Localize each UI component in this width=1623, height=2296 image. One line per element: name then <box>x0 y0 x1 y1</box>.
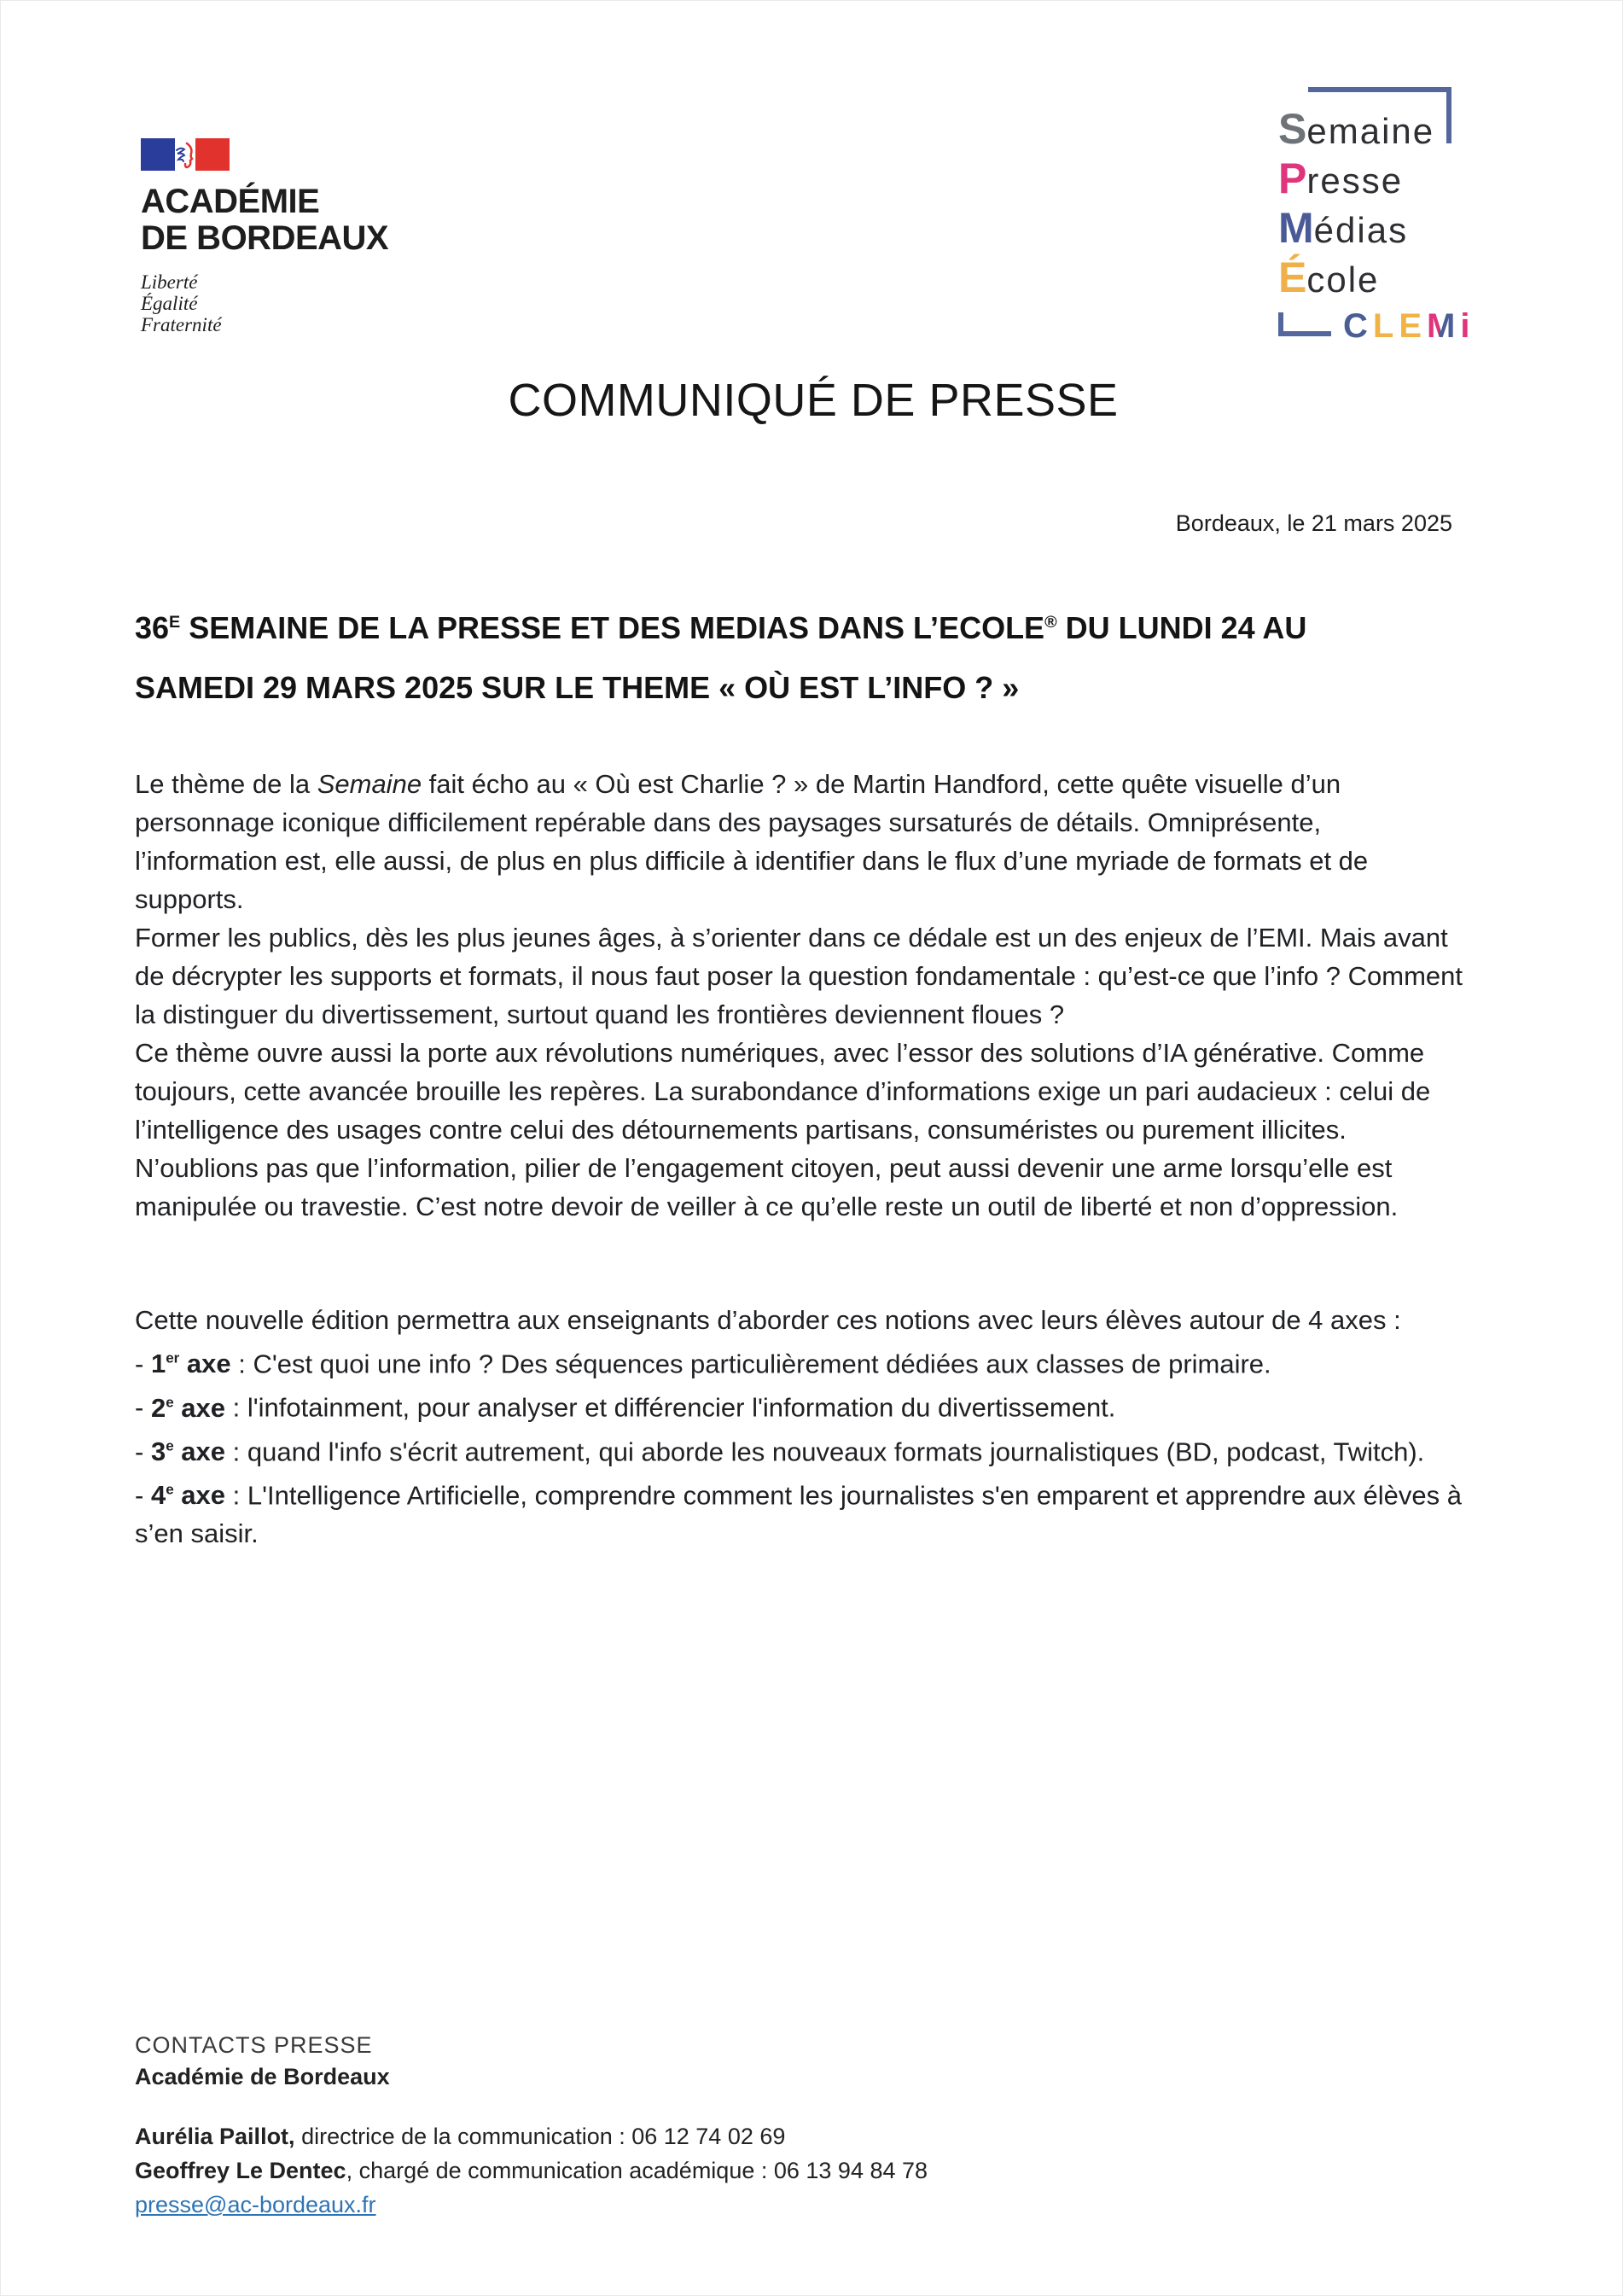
axis-2-label: 2e axe <box>150 1392 226 1423</box>
axis-3-label: 3e axe <box>150 1436 226 1466</box>
p1-rest: fait écho au « Où est Charlie ? » de Martin Handford, cette quête visuelle d’un personnage iconique difficilement repérable dans des paysages sursaturés de détails. Omniprésente, l’information est, elle aussi, de plus en plus difficile à identifier dans le flux d’une myriade de formats et de supports. <box>135 769 1369 914</box>
spme-wordmark <box>1278 104 1534 302</box>
press-email-link[interactable]: presse@ac-bordeaux.fr <box>135 2192 376 2217</box>
contacts-heading: CONTACTS PRESSE <box>135 2032 373 2058</box>
spme-line-ecole <box>1278 253 1534 302</box>
headline-mid: SEMAINE DE LA PRESSE ET DES MEDIAS DANS L’ECOLE <box>180 610 1045 645</box>
contact-line-2 <box>135 2153 928 2188</box>
headline-number-sup: E <box>169 613 181 632</box>
spme-initial-e: É <box>1278 253 1307 301</box>
spme-line-presse <box>1278 154 1534 203</box>
contact-2-role-phone: , chargé de communication académique : 06 13 94 84 78 <box>346 2158 928 2183</box>
spme-rest-semaine: emaine <box>1306 111 1435 151</box>
spme-initial-s: S <box>1278 105 1307 153</box>
clemi-letter-c: C <box>1343 307 1373 345</box>
page-title: COMMUNIQUÉ DE PRESSE <box>508 375 1119 426</box>
headline <box>135 592 1534 718</box>
clemi-letter-m: M <box>1427 307 1461 345</box>
axis-2-text: : l'infotainment, pour analyser et différencier l'information du divertissement. <box>225 1392 1116 1423</box>
axis-4-dash: - <box>135 1480 151 1511</box>
axis-2-dash: - <box>135 1392 151 1423</box>
clemi-letter-l: L <box>1372 307 1399 345</box>
paragraph-noublions-pas: N’oublions pas que l’information, pilier de l’engagement citoyen, peut aussi devenir une arme lorsqu’elle est manipulée ou travestie. C’est notre devoir de veiller à ce qu’elle reste un outil de liberté et non d’oppression. <box>135 1153 1399 1221</box>
axis-3-text: : quand l'info s'écrit autrement, qui aborde les nouveaux formats journalistiques (BD, podcast, Twitch). <box>225 1436 1425 1466</box>
academy-name-line2: DE BORDEAUX <box>141 219 389 257</box>
headline-number: 36 <box>135 610 170 645</box>
motto-fraternite: Fraternité <box>141 314 222 335</box>
contacts-section <box>135 2030 928 2222</box>
axis-4-text: : L'Intelligence Artificielle, comprendre comment les journalistes s'en emparent et apprendre aux élèves à s’en saisir. <box>135 1480 1462 1549</box>
clemi-logo <box>1343 309 1475 343</box>
headline-line-2: SAMEDI 29 MARS 2025 SUR LE THEME « OÙ EST L’INFO ? » <box>135 670 1020 705</box>
registered-mark: ® <box>1044 613 1057 632</box>
spme-initial-m: M <box>1278 204 1314 252</box>
contact-1-name: Aurélia Paillot, <box>135 2124 295 2149</box>
bracket-bottom-decoration <box>1278 312 1331 336</box>
motto-egalite: Égalité <box>141 293 198 314</box>
academy-name <box>141 184 388 257</box>
spme-clemi-logo <box>1278 85 1534 343</box>
axis-3-dash: - <box>135 1436 151 1466</box>
axis-item-1 <box>135 1339 1466 1383</box>
body-text <box>135 765 1466 1553</box>
axis-1-label: 1er axe <box>150 1349 231 1379</box>
flag-blue-bar <box>141 138 175 171</box>
axis-item-4 <box>135 1471 1466 1553</box>
spme-rest-presse: resse <box>1306 160 1404 201</box>
french-republic-flag-icon <box>141 138 230 171</box>
spme-initial-p: P <box>1278 154 1307 202</box>
dateline: Bordeaux, le 21 mars 2025 <box>1175 510 1452 536</box>
paragraph-revolutions-numeriques: Ce thème ouvre aussi la porte aux révolutions numériques, avec l’essor des solutions d’IA générative. Comme toujours, cette avancée brouille les repères. La surabondance d’informations exige un pari audacieux : celui de l’intelligence des usages contre celui des détournements partisans, consuméristes ou purement illicites. <box>135 1038 1431 1145</box>
contact-1-role-phone: directrice de la communication : 06 12 74 02 69 <box>294 2124 786 2149</box>
contacts-organisation: Académie de Bordeaux <box>135 2064 390 2089</box>
paragraph-theme <box>135 765 1466 918</box>
axis-1-text: : C'est quoi une info ? Des séquences particulièrement dédiées aux classes de primaire. <box>230 1349 1271 1379</box>
spme-line-semaine <box>1278 104 1534 154</box>
axis-item-3 <box>135 1427 1466 1471</box>
republic-motto <box>141 271 388 335</box>
contact-line-1 <box>135 2119 928 2153</box>
clemi-letter-i: i <box>1460 307 1475 345</box>
spme-rest-ecole: cole <box>1306 259 1380 300</box>
axis-4-label: 4e axe <box>150 1480 226 1511</box>
contact-2-name: Geoffrey Le Dentec <box>135 2158 346 2183</box>
axis-1-dash: - <box>135 1349 151 1379</box>
marianne-icon <box>175 138 195 171</box>
axis-item-2 <box>135 1383 1466 1426</box>
headline-line-1 <box>135 592 1534 658</box>
spme-rest-medias: édias <box>1313 210 1409 250</box>
spme-line-medias <box>1278 203 1534 253</box>
paragraph-former-les-publics: Former les publics, dès les plus jeunes âges, à s’orienter dans ce dédale est un des enjeux de l’EMI. Mais avant de décrypter les supports et formats, il nous faut poser la question fondamentale : qu’est-ce que l’info ? Comment la distinguer du divertissement, surtout quand les frontières deviennent floues ? <box>135 923 1463 1029</box>
academie-bordeaux-logo <box>141 138 388 335</box>
academy-name-line1: ACADÉMIE <box>141 183 320 220</box>
clemi-letter-e: E <box>1399 307 1428 345</box>
headline-end: DU LUNDI 24 AU <box>1056 610 1307 645</box>
flag-red-bar <box>195 138 230 171</box>
p1-italic-semaine: Semaine <box>317 769 422 799</box>
motto-liberte: Liberté <box>141 271 198 293</box>
p1-start: Le thème de la <box>135 769 317 799</box>
paragraph-nouvelle-edition: Cette nouvelle édition permettra aux enseignants d’aborder ces notions avec leurs élèves autour de 4 axes : <box>135 1305 1401 1335</box>
